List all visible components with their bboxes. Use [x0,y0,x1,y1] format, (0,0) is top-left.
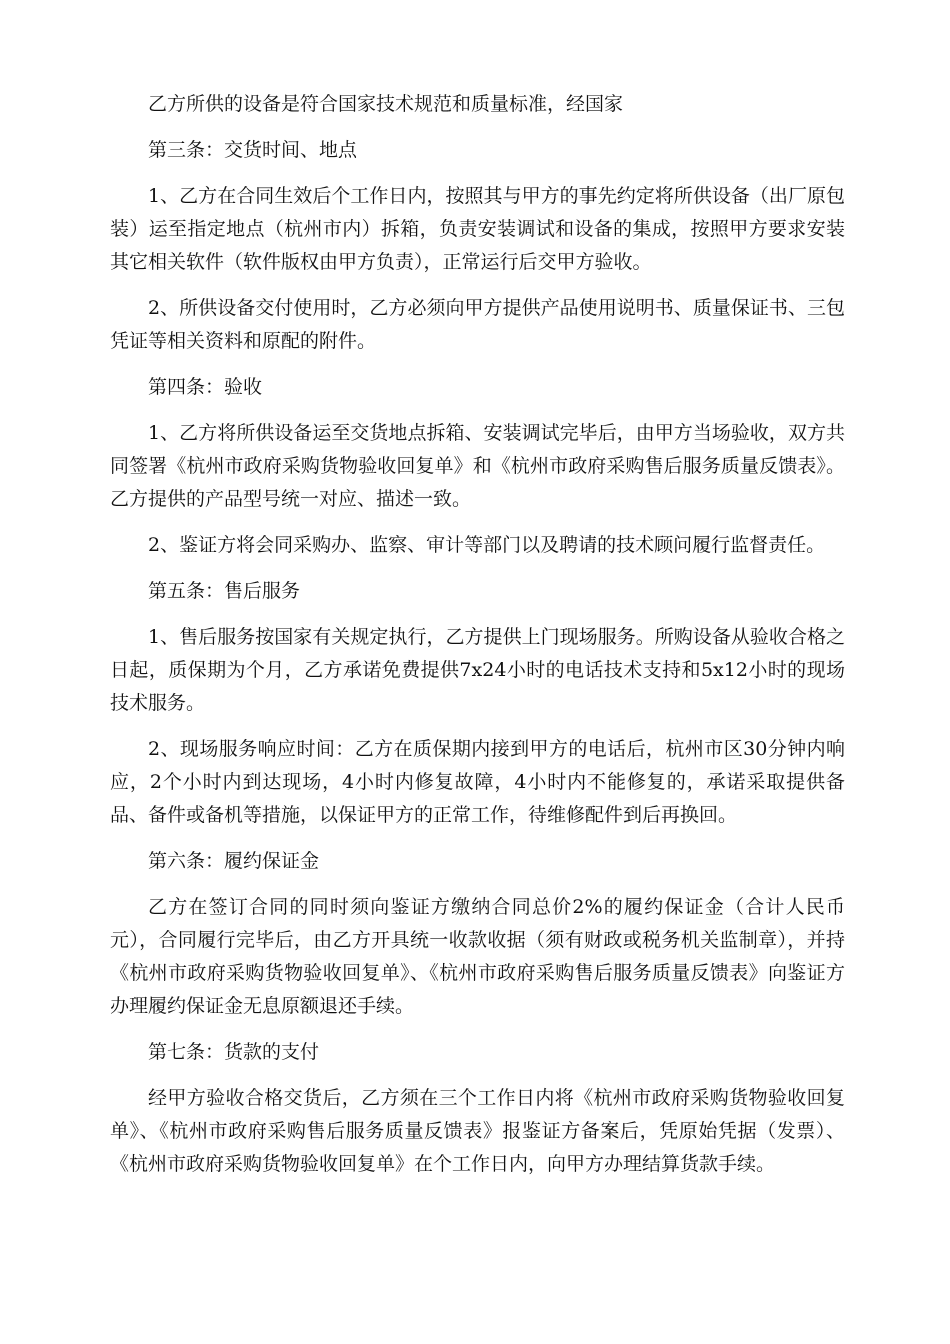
document-body [110,88,845,1194]
heading-article-4: 第四条：验收 [148,376,263,398]
heading-article-7: 第七条：货款的支付 [148,1041,320,1063]
paragraph-service-1: 1、售后服务按国家有关规定执行，乙方提供上门现场服务。所购设备从验收合格之日起，质保期为个月，乙方承诺免费提供7x24小时的电话技术支持和5x12小时的现场技术服务。 [110,626,845,714]
paragraph-payment: 经甲方验收合格交货后，乙方须在三个工作日内将《杭州市政府采购货物验收回复单》、《杭州市政府采购售后服务质量反馈表》报鉴证方备案后，凭原始凭据（发票）、《杭州市政府采购货物验收回复单》在个工作日内，向甲方办理结算货款手续。 [110,1087,845,1175]
heading-article-3: 第三条：交货时间、地点 [148,139,358,161]
paragraph-acceptance-2: 2、鉴证方将会同采购办、监察、审计等部门以及聘请的技术顾问履行监督责任。 [148,534,826,556]
paragraph-delivery-1: 1、乙方在合同生效后个工作日内，按照其与甲方的事先约定将所供设备（出厂原包装）运至指定地点（杭州市内）拆箱，负责安装调试和设备的集成，按照甲方要求安装其它相关软件（软件版权由甲方负责），正常运行后交甲方验收。 [110,185,845,273]
paragraph-delivery-2: 2、所供设备交付使用时，乙方必须向甲方提供产品使用说明书、质量保证书、三包凭证等相关资料和原配的附件。 [110,297,845,352]
paragraph-performance-bond: 乙方在签订合同的同时须向鉴证方缴纳合同总价2%的履约保证金（合计人民币元），合同履行完毕后，由乙方开具统一收款收据（须有财政或税务机关监制章），并持《杭州市政府采购货物验收回复单》、《杭州市政府采购售后服务质量反馈表》向鉴证方办理履约保证金无息原额退还手续。 [110,896,845,1017]
heading-article-5: 第五条：售后服务 [148,580,301,602]
paragraph-service-2: 2、现场服务响应时间：乙方在质保期内接到甲方的电话后，杭州市区30分钟内响应，2个小时内到达现场，4小时内修复故障，4小时内不能修复的，承诺采取提供备品、备件或备机等措施，以保证甲方的正常工作，待维修配件到后再换回。 [110,738,845,826]
paragraph-equipment-standard: 乙方所供的设备是符合国家技术规范和质量标准，经国家 [148,93,624,115]
heading-article-6: 第六条：履约保证金 [148,850,320,872]
paragraph-acceptance-1: 1、乙方将所供设备运至交货地点拆箱、安装调试完毕后，由甲方当场验收，双方共同签署《杭州市政府采购货物验收回复单》和《杭州市政府采购售后服务质量反馈表》。乙方提供的产品型号统一对应、描述一致。 [110,422,845,510]
